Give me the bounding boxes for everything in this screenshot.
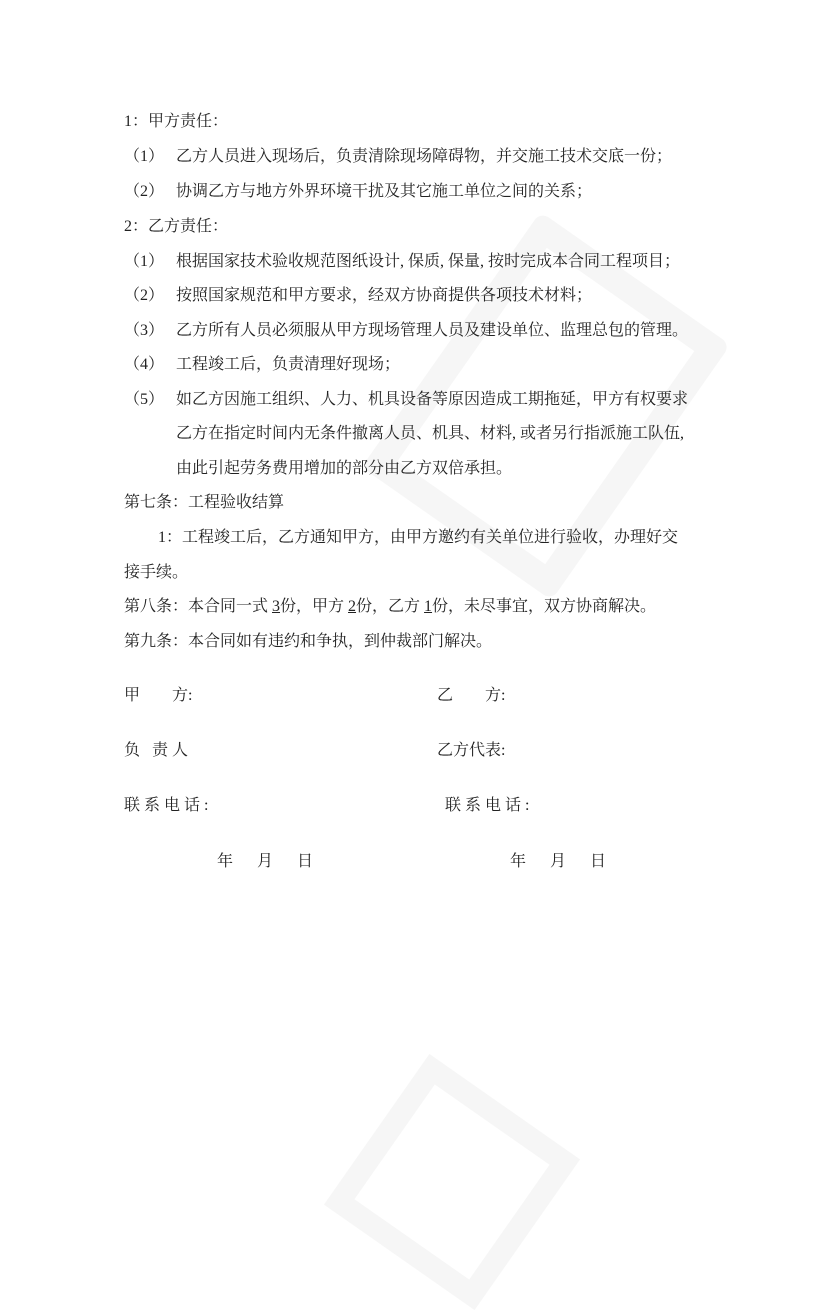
party-b-representative-label: 乙方代表: [437,742,506,759]
item-number: （1） [124,148,165,165]
item-text-continued: 由此引起劳务费用增加的部分由乙方双倍承担。 [176,460,513,477]
item-text: 乙方人员进入现场后，负责清除现场障碍物，并交施工技术交底一份； [176,148,673,165]
item-number: （2） [124,287,165,304]
item-number: （5） [124,391,165,408]
item-number: （1） [124,253,165,270]
item-text: 乙方所有人员必须服从甲方现场管理人员及建设单位、监理总包的管理。 [176,322,689,339]
list-item [124,182,592,202]
text: 份，甲方 [280,598,345,615]
item-number: （3） [124,322,165,339]
watermark [324,1054,580,1310]
text: 第八条：本合同一式 [124,598,269,615]
item-text: 工程竣工后，负责清理好现场； [176,356,401,373]
list-item [124,286,592,306]
article-8 [124,597,656,617]
list-item [124,147,672,167]
list-item [124,355,400,375]
article-9: 第九条：本合同如有违约和争执，到仲裁部门解决。 [124,633,493,650]
list-item [124,321,688,341]
party-b-label: 乙 方: [437,687,506,704]
item-text: 如乙方因施工组织、人力、机具设备等原因造成工期拖延，甲方有权要求 [176,391,689,408]
copies-total: 3 [272,598,281,615]
party-a-phone-label: 联 系 电 话 : [124,797,209,814]
copies-party-a: 2 [348,598,357,615]
item-number: （2） [124,183,165,200]
party-b-date: 年 月 日 [510,853,607,870]
copies-party-b: 1 [424,598,433,615]
list-item [124,252,680,272]
text: 份，乙方 [356,598,421,615]
item-number: （4） [124,356,165,373]
responsible-person-label: 负 责 人 [124,742,189,759]
article-7-paragraph-continued: 接手续。 [124,564,189,581]
item-text: 协调乙方与地方外界环境干扰及其它施工单位之间的关系； [176,183,593,200]
section-b-title: 2：乙方责任： [124,218,229,235]
party-a-label: 甲 方: [124,687,193,704]
party-b-phone-label: 联 系 电 话 : [445,797,530,814]
item-text: 根据国家技术验收规范图纸设计, 保质, 保量, 按时完成本合同工程项目； [176,253,681,270]
text: 份，未尽事宜，双方协商解决。 [432,598,657,615]
item-text-continued: 乙方在指定时间内无条件撤离人员、机具、材料, 或者另行指派施工队伍, [176,425,685,442]
party-a-date: 年 月 日 [217,853,314,870]
item-text: 按照国家规范和甲方要求，经双方协商提供各项技术材料； [176,287,593,304]
article-7-paragraph: 1：工程竣工后，乙方通知甲方，由甲方邀约有关单位进行验收，办理好交 [158,529,679,546]
article-7-title: 第七条：工程验收结算 [124,494,285,511]
list-item [124,390,688,410]
section-a-title: 1：甲方责任： [124,113,229,130]
